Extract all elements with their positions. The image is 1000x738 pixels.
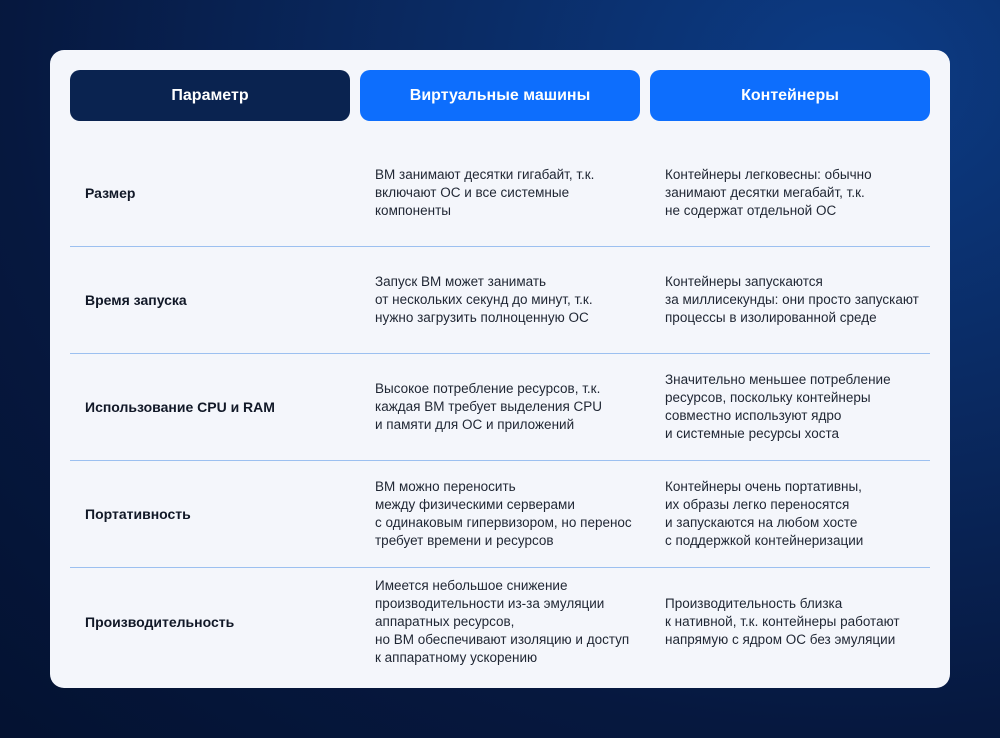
table-row xyxy=(70,461,930,568)
comparison-card xyxy=(50,50,950,688)
row-vm-cell: ВМ можно переносить между физическими серверами с одинаковым гипервизором, но перенос требует времени и ресурсов xyxy=(375,479,632,548)
row-vm-cell: Высокое потребление ресурсов, т.к. каждая ВМ требует выделения CPU и памяти для ОС и приложений xyxy=(375,381,603,432)
row-param: Использование CPU и RAM xyxy=(85,399,275,415)
row-containers-cell: Контейнеры легковесны: обычно занимают десятки мегабайт, т.к. не содержат отдельной ОС xyxy=(665,167,872,218)
row-containers-cell: Производительность близка к нативной, т.к. контейнеры работают напрямую с ядром ОС без эмуляции xyxy=(665,595,900,647)
table-row xyxy=(70,247,930,354)
row-param: Производительность xyxy=(85,613,235,630)
row-param: Время запуска xyxy=(85,292,187,308)
table-row xyxy=(70,354,930,461)
row-param: Размер xyxy=(85,185,136,201)
row-vm-cell: ВМ занимают десятки гигабайт, т.к. включают ОС и все системные компоненты xyxy=(375,167,595,218)
table-row xyxy=(70,568,930,675)
table-row xyxy=(70,140,930,247)
header-containers: Контейнеры xyxy=(650,70,930,121)
row-vm-cell: Запуск ВМ может занимать от нескольких секунд до минут, т.к. нужно загрузить полноценную ОС xyxy=(375,274,593,325)
row-vm-cell: Имеется небольшое снижение производительности из-за эмуляции аппаратных ресурсов, но ВМ обеспечивают изоляцию и доступ к аппаратному ускорению xyxy=(375,577,630,665)
row-containers-cell: Контейнеры очень портативны, их образы легко переносятся и запускаются на любом хосте с поддержкой контейнеризации xyxy=(665,479,864,548)
table-body xyxy=(70,140,930,675)
row-param: Портативность xyxy=(85,506,191,522)
row-containers-cell: Контейнеры запускаются за миллисекунды: они просто запускают процессы в изолированной среде xyxy=(665,274,919,325)
header-param: Параметр xyxy=(70,70,350,121)
row-containers-cell: Значительно меньшее потребление ресурсов, поскольку контейнеры совместно используют ядро и системные ресурсы хоста xyxy=(665,372,891,441)
header-virtual-machines: Виртуальные машины xyxy=(360,70,640,121)
table-header xyxy=(70,70,930,121)
